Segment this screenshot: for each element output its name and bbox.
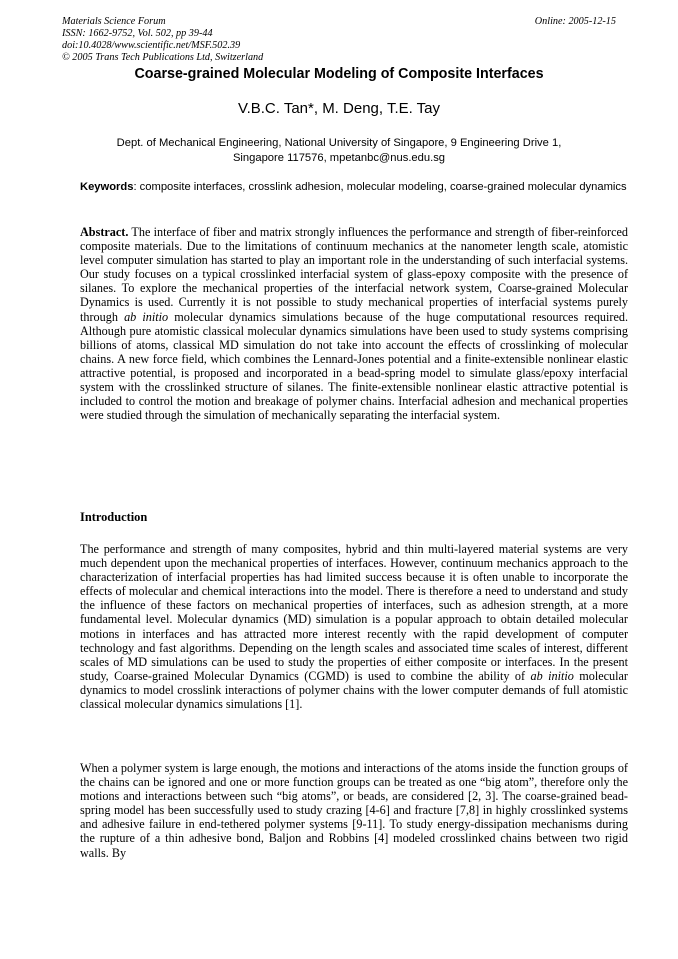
abstract-text-2: molecular dynamics simulations because of the huge computational resources required. Although pure atomistic classical molecular dynamics simulations have been used to study systems comprising billions of atoms, classical MD simulation do not take into account the effects of crosslinking of molecular chains. A new force field, which combines the Lennard-Jones potential and a finite-extensible nonlinear elastic attractive potential, is proposed and incorporated in a bead-spring model to simulate glass/epoxy interfacial system with the crosslinked structure of silanes. The finite-extensible nonlinear elastic attractive potential is included to control the motion and breakage of polymer chains. Interfacial adhesion and mechanical properties were studied through the simulation of mechanically separating the interfacial system.	[80, 309, 629, 423]
abstract-text-1: The interface of fiber and matrix strongly influences the performance and strength of fiber-reinforced composite materials. Due to the limitations of continuum mechanics at the nanometer length scale, atomistic level computer simulation has started to play an important role in the understanding of such interfacial systems. Our study focuses on a typical crosslinked interfacial system of glass-epoxy composite with the presence of silanes. To explore the mechanical properties of the interfacial network system, Coarse-grained Molecular Dynamics is used. Currently it is not possible to study mechanical properties of interfacial systems purely through	[80, 225, 628, 324]
online-date: Online: 2005-12-15	[534, 16, 616, 27]
keywords-label: Keywords	[80, 181, 134, 193]
abstract-paragraph	[80, 225, 628, 422]
author-list: V.B.C. Tan*, M. Deng, T.E. Tay	[237, 100, 441, 117]
affiliation-line-2: Singapore 117576, mpetanbc@nus.edu.sg	[232, 152, 446, 164]
intro-paragraph-2: When a polymer system is large enough, the motions and interactions of the atoms inside the function groups of the chains can be ignored and one or more function groups can be treated as one “big atom”, therefore only the motions and interactions between such “big atoms”, or beads, are considered [2, 3]. The coarse-grained bead-spring model has been successfully used to study crazing [4-6] and fracture [7,8] in highly crosslinked systems and adhesive failure in end-tethered polymer systems [9-11]. To study energy-dissipation mechanisms during the rupture of a thin adhesive bond, Baljon and Robbins [4] modeled crosslinked chains between two rigid walls. By	[80, 761, 628, 860]
journal-name: Materials Science Forum	[62, 16, 166, 27]
copyright-line: © 2005 Trans Tech Publications Ltd, Switzerland	[62, 52, 264, 63]
keywords-block	[80, 181, 628, 195]
abstract-italic: ab initio	[124, 309, 169, 324]
abstract-label: Abstract.	[80, 225, 129, 239]
intro-paragraph-1	[80, 542, 628, 711]
intro-text-2: molecular dynamics to model crosslink interactions of polymer chains with the lower computer demands of full atomistic classical molecular dynamics simulations [1].	[80, 668, 628, 712]
issn-line: ISSN: 1662-9752, Vol. 502, pp 39-44	[62, 28, 213, 39]
intro-italic: ab initio	[530, 668, 574, 683]
keywords-text: : composite interfaces, crosslink adhesion, molecular modeling, coarse-grained molecular dynamics	[133, 181, 627, 193]
affiliation-line-1: Dept. of Mechanical Engineering, National University of Singapore, 9 Engineering Drive 1,	[116, 137, 562, 149]
paper-title: Coarse-grained Molecular Modeling of Composite Interfaces	[134, 66, 544, 82]
doi-line: doi:10.4028/www.scientific.net/MSF.502.39	[62, 40, 241, 51]
affiliation	[86, 136, 592, 166]
section-heading-introduction: Introduction	[80, 510, 148, 524]
intro-text-1: The performance and strength of many composites, hybrid and thin multi-layered material systems are very much dependent upon the mechanical properties of interfaces. However, continuum mechanics approach to the characterization of interfacial properties has had limited success because it is often unable to incorporate the effects of molecular and chemical interactions into the model. There is therefore a need to understand and study the influence of these factors on mechanical properties of interfaces, such as adhesion strength, at a more fundamental level. Molecular dynamics (MD) simulation is a popular approach to obtain detailed molecular motions in interfaces and has attracted more interest recently with the rapid development of computer technology and fast algorithms. Depending on the length scales and associated time scales of interest, different scales of MD simulations can be used to study the properties of either composite or interfaces. In the present study, Coarse-grained Molecular Dynamics (CGMD) is used to combine the ability of	[80, 542, 628, 683]
